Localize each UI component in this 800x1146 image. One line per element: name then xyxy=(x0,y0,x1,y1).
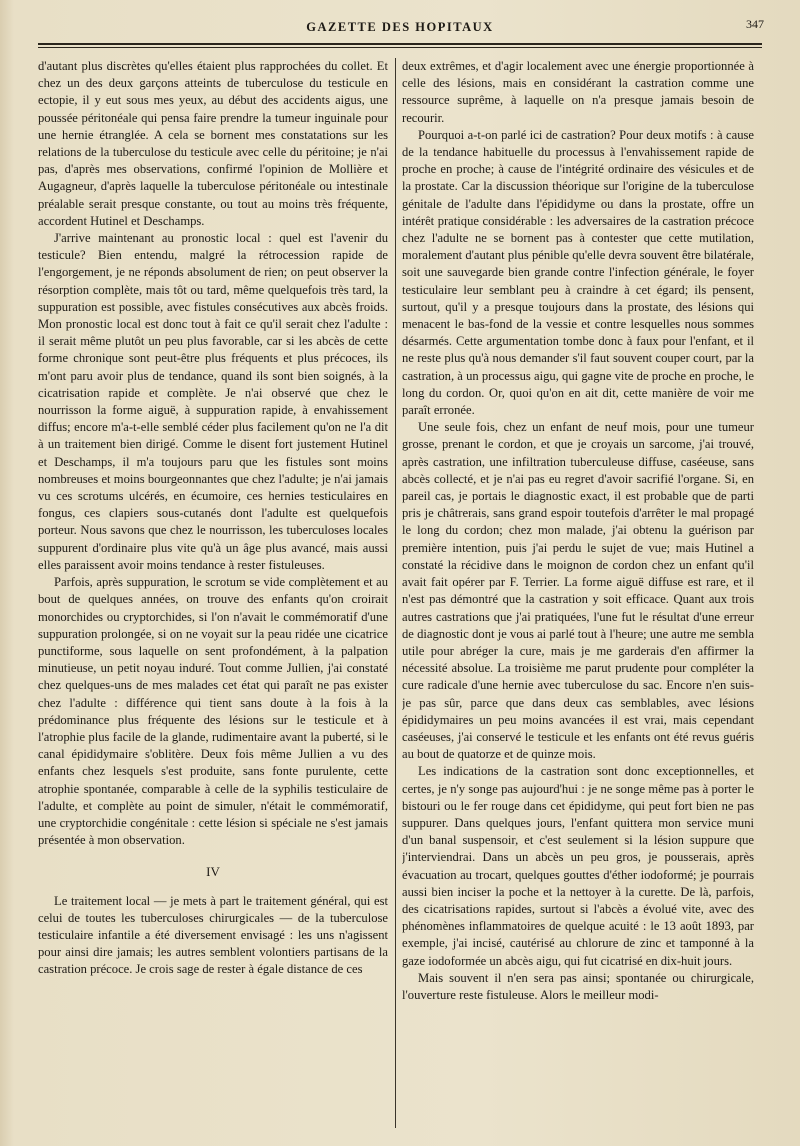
paragraph: Les indications de la castration sont donc exceptionnelles, et certes, je n'y songe pas aujourd'hui : je ne songe même pas à porter le bistouri ou le fer rouge dans cet épididyme, qui peut fort bien ne pas suppurer. Dans quelques jours, l'enfant quittera mon service muni d'un banal suspensoir, et c'est seulement si la lésion suppure que j'interviendrai. Dans un abcès un peu gros, je pousserais, après évacuation au trocart, quelques gouttes d'éther iodoformé; je pourrais aussi bien inciser la poche et la nettoyer à la curette. De là, parfois, des cicatrisations rapides, surtout si l'abcès a évolué vite, avec des phénomènes inflammatoires de quelque acuité : le 13 août 1893, par exemple, j'ai incisé, cautérisé au chlorure de zinc et tamponné à la gaze iodoformée un abcès aigu, qui fut cicatrisé en dix-huit jours. xyxy=(402,764,754,968)
paragraph: Mais souvent il n'en sera pas ainsi; spontanée ou chirurgicale, l'ouverture reste fistuleuse. Alors le meilleur modi- xyxy=(402,970,754,1002)
column-divider xyxy=(395,58,396,1128)
page-number: 347 xyxy=(746,17,764,31)
paragraph: Une seule fois, chez un enfant de neuf mois, pour une tumeur grosse, prenant le cordon, et que je croyais un sarcome, j'ai trouvé, après castration, une infiltration tuberculeuse diffuse, caséeuse, sans abcès collecté, et je n'ai pas eu regret d'avoir sacrifié l'organe. Si, en pareil cas, je portais le diagnostic exact, il est probable que de parti pris je châtrerais, sans grand espoir toutefois d'arrêter le mal propagé le long du cordon; chez mon malade, j'ai obtenu la guérison par première intention, puis j'ai perdu le sujet de vue; mais Hutinel a constaté la récidive dans le moignon de cordon chez un enfant qu'il avait fait opérer par F. Terrier. La forme aiguë diffuse est rare, et il n'est pas démontré que la castration y soit efficace. Quant aux trois autres castrations que j'ai pratiquées, l'une fut le résultat d'une erreur de diagnostic dont je vous ai parlé tout à l'heure; une autre me sembla utile pour abréger la cure, mais je me garderais d'en affirmer la nécessité absolue. La troisième me parut prudente pour compléter la cure radicale d'une hernie avec tuberculose du sac. Encore n'en suis-je pas sûr, parce que dans deux cas semblables, avec lésions épididymaires un peu moins avancées il est vrai, mais cependant caséeuses, j'ai conservé le testicule et les enfants ont été revus guéris au bout de quatorze et de quinze mois. xyxy=(402,420,754,762)
left-column xyxy=(38,58,388,1138)
header-rule-thin xyxy=(38,47,762,48)
paragraph: d'autant plus discrètes qu'elles étaient plus rapprochées du collet. Et chez un des deux garçons atteints de tuberculose du testicule en ectopie, il y eut sous mes yeux, au début des accidents aigus, une poussée péritonéale qui pensa faire prendre la tumeur inguinale pour une hernie étranglée. A cela se bornent mes constatations sur les relations de la tuberculose du testicule avec celle du péritoine; je n'ai pas, d'après mes observations, confirmé l'opinion de Mollière et Augagneur, d'après laquelle la tuberculose péritonéale ou intestinale préalable serait presque constante, ou tout au moins très fréquente, accordent Hutinel et Deschamps. xyxy=(38,59,388,228)
right-column xyxy=(402,58,754,1138)
page-header xyxy=(36,14,764,38)
paragraph: Parfois, après suppuration, le scrotum se vide complètement et au bout de quelques années, on trouve des enfants qu'on croirait monorchides ou cryptorchides, si l'on n'avait le commémoratif d'une suppuration prolongée, si on ne voyait sur la peau ridée une cicatrice punctiforme, sous laquelle on sent profondément, à la palpation minutieuse, un petit noyau induré. Tout comme Jullien, j'ai constaté chez quelques-uns de mes malades cet état qui paraît ne pas exister chez l'adulte : différence qui tient sans doute à la fois à la prédominance plus fréquente des lésions sur le testicule et à l'atrophie plus facile de la glande, rudimentaire avant la puberté, si le canal épididymaire s'oblitère. Deux fois même Jullien a vu des enfants chez lesquels s'est produite, sans fonte purulente, cette atrophie spontanée, comparable à celle de la syphilis testiculaire de l'adulte, et complète au point de simuler, n'était le commémoratif, une cryptorchidie congénitale : cette lésion si spéciale ne s'est jamais présentée à mon observation. xyxy=(38,575,388,848)
paragraph: Le traitement local — je mets à part le traitement général, qui est celui de toutes les tuberculoses chirurgicales — de la tuberculose testiculaire infantile a été diversement envisagé : les uns n'agissent pour ainsi dire jamais; les autres semblent volontiers partisans de la castration précoce. Je crois sage de rester à égale distance de ces xyxy=(38,893,388,977)
journal-title: GAZETTE DES HOPITAUX xyxy=(306,20,494,34)
header-rule-thick xyxy=(38,43,762,45)
paragraph: deux extrêmes, et d'agir localement avec une énergie proportionnée à celle des lésions, mais en considérant la castration comme une ressource suprême, à laquelle on n'a presque jamais besoin de recourir. xyxy=(402,59,754,125)
section-heading: IV xyxy=(206,864,220,880)
paragraph: J'arrive maintenant au pronostic local : quel est l'avenir du testicule? Bien entendu, malgré la rétrocession rapide de l'engorgement, je ne réponds absolument de rien; on peut observer la résorption complète, mais tôt ou tard, même quelquefois très tard, la suppuration est possible, avec fistules consécutives aux abcès froids. Mon pronostic local est donc tout à fait ce qu'il serait chez l'adulte : il serait même plutôt un peu plus favorable, car si les abcès de cette forme chronique sont peut-être plus fréquents et plus précoces, ils m'ont paru avoir plus de tendance, quand ils sont bien soignés, à la cicatrisation rapide et complète. Je n'ai observé que chez le nourrisson la forme aiguë, à suppuration rapide, à envahissement diffus; encore m'a-t-elle semblé céder plus facilement qu'on ne l'a dit à un traitement bien dirigé. Comme le disent fort justement Hutinel et Deschamps, il m'a toujours paru que les fistules sont moins nombreuses et moins bourgeonnantes que chez l'adulte; je n'ai jamais vu ces scrotums ulcérés, en écumoire, ces hernies testiculaires en fongus, ces clapiers sous-cutanés dont l'adulte est quelquefois porteur. Nous savons que chez le nourrisson, les tuberculoses locales suppurent d'ordinaire plus vite qu'à un âge plus avancé, mais aussi elles paraissent avoir moins tendance à rester fistuleuses. xyxy=(38,231,388,572)
paragraph: Pourquoi a-t-on parlé ici de castration? Pour deux motifs : à cause de la tendance habituelle du processus à l'envahissement rapide de proche en proche; à cause de l'intégrité ordinaire des vésicules et de la prostate. Car la discussion théorique sur l'origine de la tuberculose génitale de l'adulte dans l'épididyme ou dans la prostate, offre un intérêt pratique considérable : les adversaires de la castration précoce chez l'adulte ne se bornent pas à contester que cette mutilation, moralement d'autant plus pénible qu'elle devra souvent être bilatérale, soit une sauvegarde bien grande contre l'infection générale, le foyer testiculaire leur semblant peu à craindre à cet égard; ils pensent, surtout, qu'il y a presque toujours dans la prostate, des lésions qui menacent le bas-fond de la vessie et contre lesquelles nous sommes désarmés. Cette argumentation tombe donc à faux pour l'enfant, et il ne reste plus qu'à nous demander s'il faut souvent couper court, par la castration, à un processus aigu, qui gagne vite de proche en proche, le long du cordon. Or, quoi qu'on en ait dit, cette manière de voir me paraît erronée. xyxy=(402,127,754,418)
